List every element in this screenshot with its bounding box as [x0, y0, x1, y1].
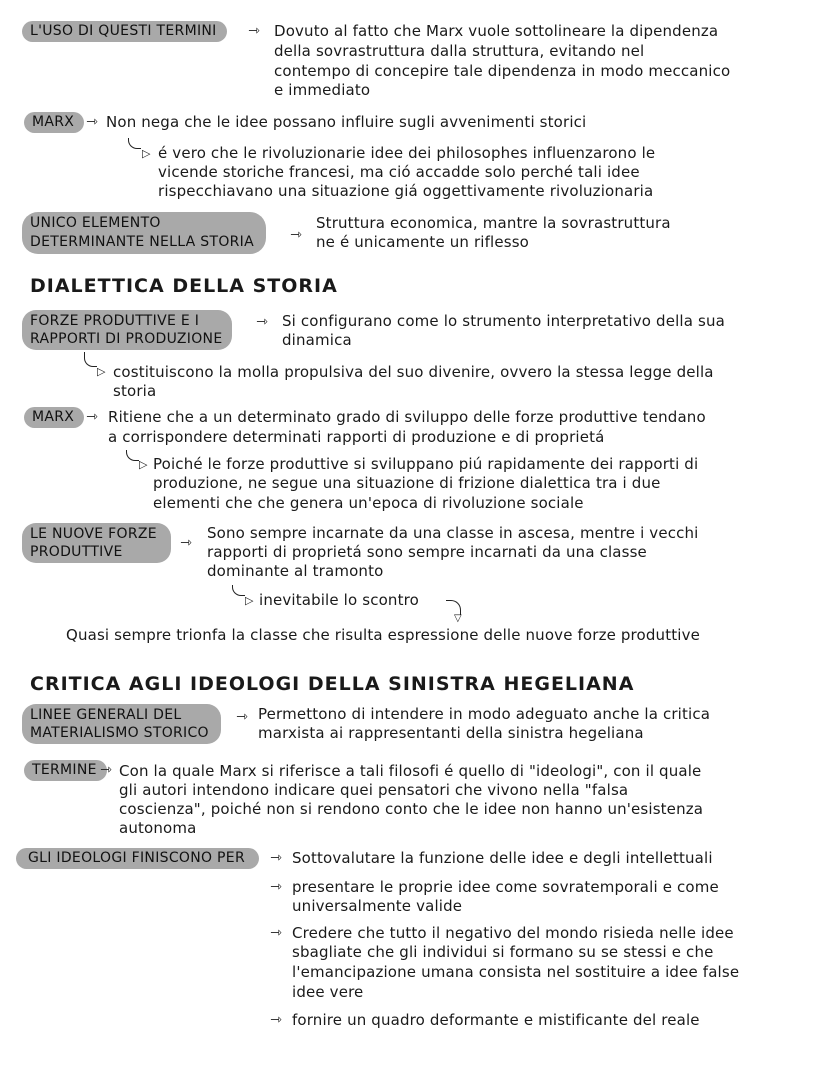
label-marx-1: MARX — [24, 112, 84, 133]
finiscono-item-1: Sottovalutare la funzione delle idee e degli intellettuali — [292, 849, 713, 867]
uso-line-1: Dovuto al fatto che Marx vuole sottolineare la dipendenza — [274, 22, 719, 40]
label-forze-line-1: FORZE PRODUTTIVE E I — [30, 313, 200, 329]
marx1-sub-line-1: é vero che le rivoluzionarie idee dei philosophes influenzarono le — [158, 144, 656, 162]
hook-arrow-icon — [232, 585, 245, 596]
finiscono-item-2-line-2: universalmente valide — [292, 897, 463, 915]
label-linee-generali — [22, 704, 221, 744]
arrow-head-icon: ▷ — [139, 458, 148, 471]
arrow-right-icon: ⇾ — [180, 535, 192, 551]
marx1-line: Non nega che le idee possano influire sugli avvenimenti storici — [106, 113, 587, 131]
arrow-right-icon: ⇾ — [270, 879, 282, 895]
linee-line-1: Permettono di intendere in modo adeguato anche la critica — [258, 705, 711, 723]
nuove-line-1: Sono sempre incarnate da una classe in ascesa, mentre i vecchi — [207, 524, 699, 542]
label-forze-produttive — [22, 310, 232, 350]
marx2-sub-line-3: elementi che che genera un'epoca di rivoluzione sociale — [153, 494, 584, 512]
arrow-right-icon: ⇾ — [86, 409, 98, 425]
label-nuove-line-2: PRODUTTIVE — [30, 544, 123, 560]
unico-line-2: ne é unicamente un riflesso — [316, 233, 529, 251]
heading-critica: CRITICA AGLI IDEOLOGI DELLA SINISTRA HEGELIANA — [30, 673, 635, 695]
marx1-sub-line-3: rispecchiavano una situazione giá oggettivamente rivoluzionaria — [158, 182, 654, 200]
arrow-right-icon: ⇾ — [256, 314, 268, 330]
forze-line-2: dinamica — [282, 331, 352, 349]
label-forze-line-2: RAPPORTI DI PRODUZIONE — [30, 331, 223, 347]
arrow-right-icon: ⇾ — [248, 23, 260, 39]
forze-line-1: Si configurano come lo strumento interpretativo della sua — [282, 312, 725, 330]
label-linee-line-1: LINEE GENERALI DEL — [30, 707, 182, 723]
label-unico-elemento — [22, 212, 266, 254]
finiscono-item-2-line-1: presentare le proprie idee come sovratemporali e come — [292, 878, 719, 896]
scontro-text: inevitabile lo scontro — [259, 591, 419, 609]
uso-line-4: e immediato — [274, 81, 371, 99]
hook-arrow-icon — [84, 352, 97, 367]
label-nuove-line-1: LE NUOVE FORZE — [30, 526, 157, 542]
marx2-line-1: Ritiene che a un determinato grado di sviluppo delle forze produttive tendano — [108, 408, 706, 426]
forze-sub-line-2: storia — [113, 382, 157, 400]
arrow-right-icon: ⇾ — [100, 762, 112, 778]
uso-line-2: della sovrastruttura dalla struttura, evitando nel — [274, 42, 645, 60]
arrow-right-icon: ⇾ — [270, 1012, 282, 1028]
termine-line-1: Con la quale Marx si riferisce a tali filosofi é quello di "ideologi", con il quale — [119, 762, 702, 780]
label-termine: TERMINE — [24, 760, 107, 781]
nuove-line-2: rapporti di proprietá sono sempre incarnati da una classe — [207, 543, 647, 561]
arrow-down-icon: ▽ — [454, 613, 462, 624]
arrow-head-icon: ▷ — [97, 365, 106, 378]
forze-sub-line-1: costituiscono la molla propulsiva del suo divenire, ovvero la stessa legge della — [113, 363, 714, 381]
arrow-right-icon: ⇾ — [270, 925, 282, 941]
marx1-sub-line-2: vicende storiche francesi, ma ció accadde solo perché tali idee — [158, 163, 640, 181]
termine-line-2: gli autori intendono indicare quei pensatori che vivono nella "falsa — [119, 781, 629, 799]
label-unico-line-2: DETERMINANTE NELLA STORIA — [30, 234, 254, 250]
unico-line-1: Struttura economica, mantre la sovrastruttura — [316, 214, 671, 232]
label-ideologi-finiscono: GLI IDEOLOGI FINISCONO PER — [16, 848, 259, 869]
label-unico-line-1: UNICO ELEMENTO — [30, 215, 161, 231]
marx2-sub-line-2: produzione, ne segue una situazione di frizione dialettica tra i due — [153, 474, 661, 492]
finiscono-item-3-line-2: sbagliate che gli individui si formano su se stessi e che — [292, 943, 714, 961]
termine-line-3: coscienza", poiché non si rendono conto che le idee non hanno un'esistenza — [119, 800, 704, 818]
nuove-line-3: dominante al tramonto — [207, 562, 384, 580]
label-marx-2: MARX — [24, 407, 84, 428]
arrow-right-icon: ⇾ — [86, 114, 98, 130]
label-linee-line-2: MATERIALISMO STORICO — [30, 725, 209, 741]
arrow-right-icon: ⇾ — [236, 709, 248, 725]
linee-line-2: marxista ai rappresentanti della sinistra hegeliana — [258, 724, 644, 742]
trionfa-text: Quasi sempre trionfa la classe che risulta espressione delle nuove forze produttive — [66, 626, 700, 644]
arrow-head-icon: ▷ — [142, 147, 151, 160]
uso-line-3: contempo di concepire tale dipendenza in modo meccanico — [274, 62, 731, 80]
finiscono-item-3-line-1: Credere che tutto il negativo del mondo risieda nelle idee — [292, 924, 734, 942]
label-nuove-forze — [22, 523, 171, 563]
hook-arrow-icon — [128, 138, 141, 149]
label-uso-termini: L'USO DI QUESTI TERMINI — [22, 21, 227, 42]
marx2-sub-line-1: Poiché le forze produttive si sviluppano piú rapidamente dei rapporti di — [153, 455, 699, 473]
finiscono-item-3-line-4: idee vere — [292, 983, 364, 1001]
hook-arrow-icon — [126, 450, 139, 461]
heading-dialettica: DIALETTICA DELLA STORIA — [30, 275, 338, 297]
arrow-head-icon: ▷ — [245, 594, 254, 607]
marx2-line-2: a corrispondere determinati rapporti di produzione e di proprietá — [108, 428, 605, 446]
termine-line-4: autonoma — [119, 819, 197, 837]
finiscono-item-3-line-3: l'emancipazione umana consista nel sostituire a idee false — [292, 963, 740, 981]
arrow-right-icon: ⇾ — [270, 850, 282, 866]
arrow-right-icon: ⇾ — [290, 227, 302, 243]
finiscono-item-4: fornire un quadro deformante e mistificante del reale — [292, 1011, 700, 1029]
